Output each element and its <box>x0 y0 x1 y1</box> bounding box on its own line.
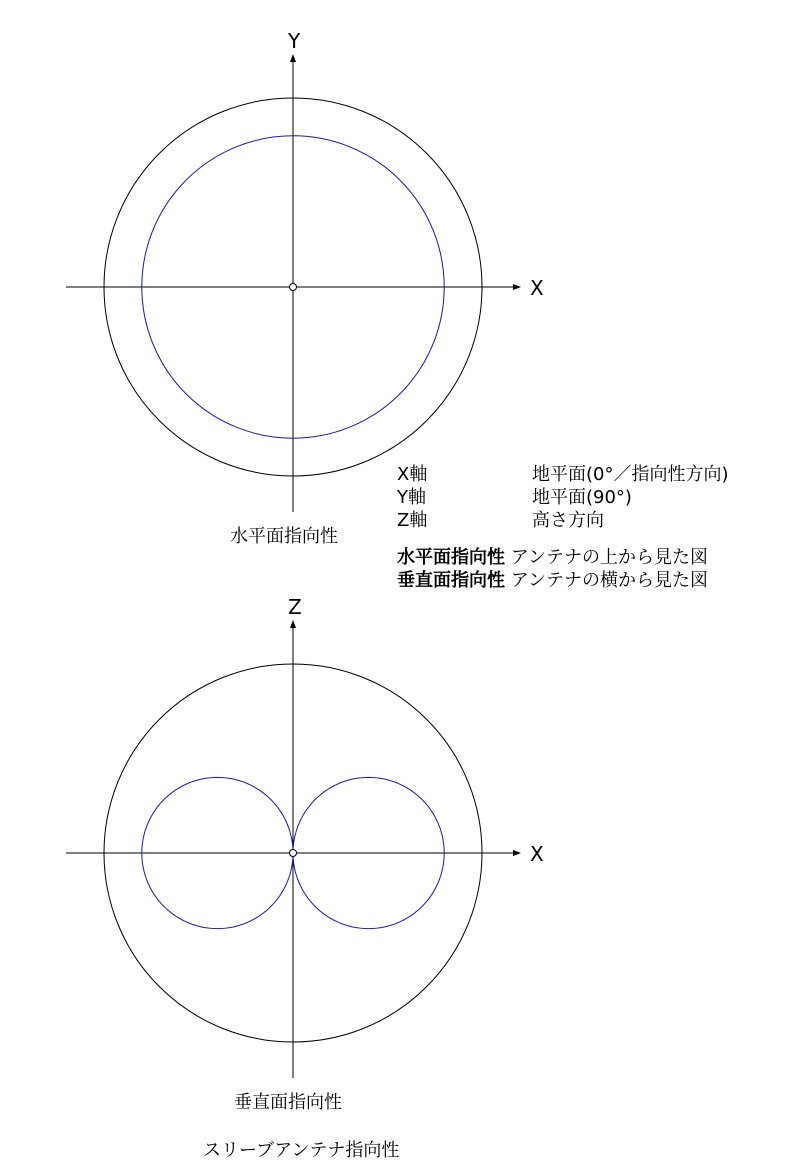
vertical-plot-caption: 垂直面指向性 <box>234 1092 342 1113</box>
origin-marker <box>290 284 297 291</box>
top-y-axis-label: Y <box>288 29 301 53</box>
note-term: 垂直面指向性 <box>397 570 505 591</box>
legend-key: X軸 <box>397 464 428 485</box>
top-x-axis-label: X <box>530 276 544 300</box>
legend-row-z <box>397 506 787 529</box>
horizontal-plot-caption: 水平面指向性 <box>230 526 338 547</box>
x-axis-arrow <box>513 850 521 856</box>
bottom-z-axis-label: Z <box>288 595 302 619</box>
legend-row-y <box>397 483 787 506</box>
note-description: アンテナの横から見た図 <box>510 570 709 591</box>
legend-value: 高さ方向 <box>532 510 604 531</box>
legend-note-horizontal <box>397 543 787 566</box>
legend-value: 地平面(0°／指向性方向) <box>532 464 729 485</box>
legend-key: Z軸 <box>397 510 428 531</box>
legend-row-x <box>397 460 787 483</box>
y-axis-arrow <box>290 54 296 62</box>
legend-key: Y軸 <box>397 487 426 508</box>
axis-legend <box>397 460 787 589</box>
note-description: アンテナの上から見た図 <box>510 547 709 568</box>
horizontal-plane-plot <box>66 54 521 512</box>
note-term: 水平面指向性 <box>397 547 505 568</box>
vertical-plane-plot <box>66 620 521 1078</box>
x-axis-arrow <box>513 284 521 290</box>
legend-value: 地平面(90°) <box>532 487 632 508</box>
z-axis-arrow <box>290 620 296 628</box>
diagram-title: スリーブアンテナ指向性 <box>203 1140 400 1161</box>
origin-marker <box>290 850 297 857</box>
legend-note-vertical <box>397 566 787 589</box>
bottom-x-axis-label: X <box>530 842 544 866</box>
